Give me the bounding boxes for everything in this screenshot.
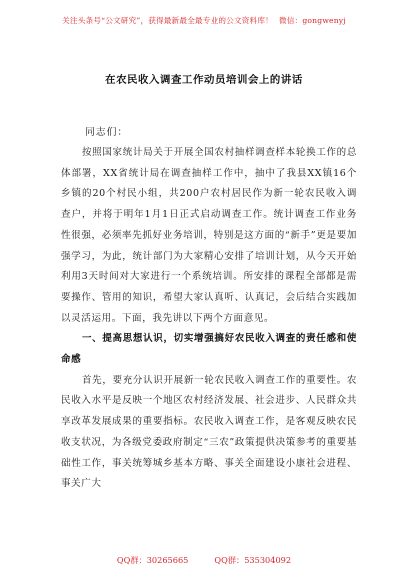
salutation: 同志们： (85, 127, 129, 138)
qq-group-2: QQ群：535304092 (214, 555, 292, 565)
promo-banner-text: 关注头条号“公文研究”，获得最新最全最专业的公文资料库！ (62, 16, 273, 25)
promo-banner (0, 15, 408, 26)
body-paragraph: 按照国家统计局关于开展全国农村抽样调查样本轮换工作的总体部署，XX省统计局在调查抽样工作中，抽中了我县XX镇16个乡镇的20个村民小组，共200户农村居民作为新一轮农民收入调查户，并将于明年1月1日正式启动调查工作。统计调查工作业务性很强，必须率先抓好业务培训，特别是这方面的“新手”更是要加强学习，为此，统计部门为大家精心安排了培训计划，从今天开始利用3天时间对大家进行一个系统培训。所安排的课程全部都是需要操作、管用的知识，希望大家认真听、认真记，会后结合实践加以灵活运用。下面，我先讲以下两个方面意见。 (61, 147, 357, 324)
section-heading: 一、提高思想认识，切实增强搞好农民收入调查的责任感和使命感 (61, 333, 357, 366)
qq-group-footer (0, 555, 408, 566)
wechat-id-text: 微信：gongwenyj (278, 16, 346, 25)
document-body (61, 143, 357, 495)
qq-group-1: QQ群：30265665 (116, 555, 189, 565)
document-title: 在农民收入调查工作动员培训会上的讲话 (105, 74, 303, 86)
body-paragraph: 首先，要充分认识开展新一轮农民收入调查工作的重要性。农民收入水平是反映一个地区农村经济发展、社会进步、人民群众共享改革发展成果的重要指标。农民收入调查工作，是客观反映农民收支状况，为各级党委政府制定“三农”政策提供决策参考的重要基础性工作，事关统筹城乡基本方略、事关全面建设小康社会进程、事关广大 (61, 374, 357, 490)
